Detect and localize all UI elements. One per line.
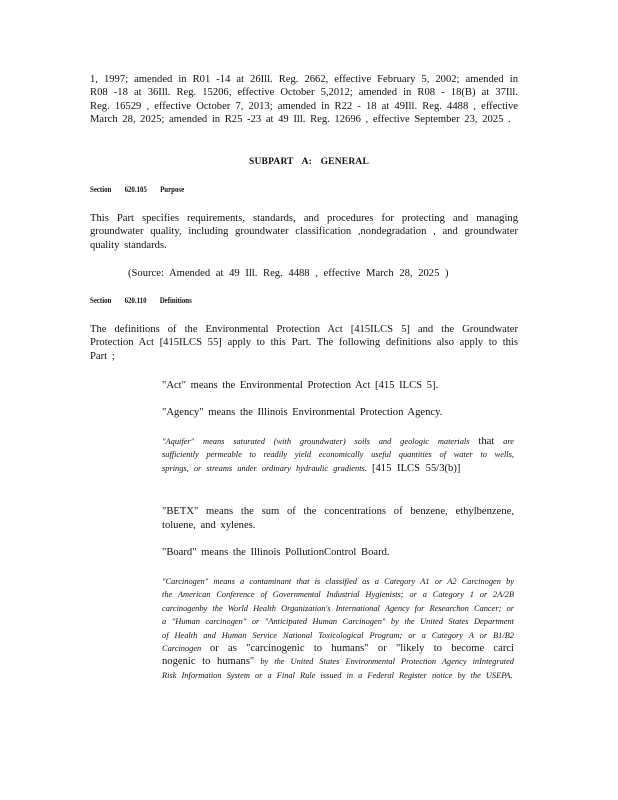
section-number: 620.105 <box>124 185 147 194</box>
definition-agency: "Agency" means the Illinois Environmental Protection Agency. <box>162 407 443 418</box>
definition-aquifer-citation: [415 ILCS 55/3(b)] <box>371 462 461 474</box>
definitions-intro: The definitions of the Environmental Protection Act [415ILCS 5] and the Groundwater Protection Act [415ILCS 55] apply to this Part. The following definitions also apply to this Part ; <box>90 324 518 362</box>
subpart-heading: SUBPART A: GENERAL <box>249 157 369 167</box>
definition-carcinogen <box>162 575 514 682</box>
definition-aquifer-part3: are sufficiently permeable to readily yield economically useful quantities of water to wells, springs, or streams under ordinary hydraulic gradients. <box>162 437 515 473</box>
definition-carcinogen-part1: "Carcinogen" means a contaminant that is classified as a Category A1 or A2 Carcinogen by the American Conference of Governmental Industrial Hygienists; or a Category 1 or 2A/2B carcinogenby the World Health Organization's International Agency for Researchon Cancer; or a "Human carcinogen" or "Anticipated Human Carcinogen" by the United States Department of Health and Human Service National Toxicological Program; or a Category A or B1/B2 Carcinogen <box>162 577 514 654</box>
definition-act: "Act" means the Environmental Protection Act [415 ILCS 5]. <box>162 380 439 391</box>
section-heading-definitions <box>90 296 192 305</box>
definition-carcinogen-part3: by the United States Environmental Protection Agency inIntegrated Risk Information System or a Final Rule issued in a Federal Register notice by the USEPA. <box>162 657 514 680</box>
section-label: Section <box>90 185 112 194</box>
section-title: Definitions <box>159 296 192 305</box>
definition-aquifer-part2: that <box>478 436 495 447</box>
section-number: 620.110 <box>124 296 147 305</box>
purpose-paragraph: This Part specifies requirements, standards, and procedures for protecting and managing groundwater quality, including groundwater classification ,nondegradation , and groundwater quality standards. <box>90 213 518 251</box>
history-note: 1, 1997; amended in R01 -14 at 26Ill. Reg. 2662, effective February 5, 2002; amended in R08 -18 at 36Ill. Reg. 15206, effective October 5,2012; amended in R08 - 18(B) at 37Ill. Reg. 16529 , effective October 7, 2013; amended in R22 - 18 at 49Ill. Reg. 4488 , effective March 28, 2025; amended in R25 -23 at 49 Ill. Reg. 12696 , effective September 23, 2025 . <box>90 74 518 126</box>
definition-aquifer <box>162 435 514 475</box>
definition-aquifer-part1: "Aquifer" means saturated (with groundwater) soils and geologic materials <box>162 437 470 446</box>
definition-betx: "BETX" means the sum of the concentrations of benzene, ethylbenzene, toluene, and xylenes. <box>162 506 514 531</box>
definition-board: "Board" means the Illinois PollutionControl Board. <box>162 547 390 558</box>
section-heading-purpose <box>90 185 184 194</box>
definition-carcinogen-part2: or as "carcinogenic to humans" or "likely to become carci nogenic to humans" <box>162 643 514 668</box>
section-title: Purpose <box>160 185 185 194</box>
source-note: (Source: Amended at 49 Ill. Reg. 4488 , effective March 28, 2025 ) <box>128 268 449 279</box>
section-label: Section <box>90 296 112 305</box>
